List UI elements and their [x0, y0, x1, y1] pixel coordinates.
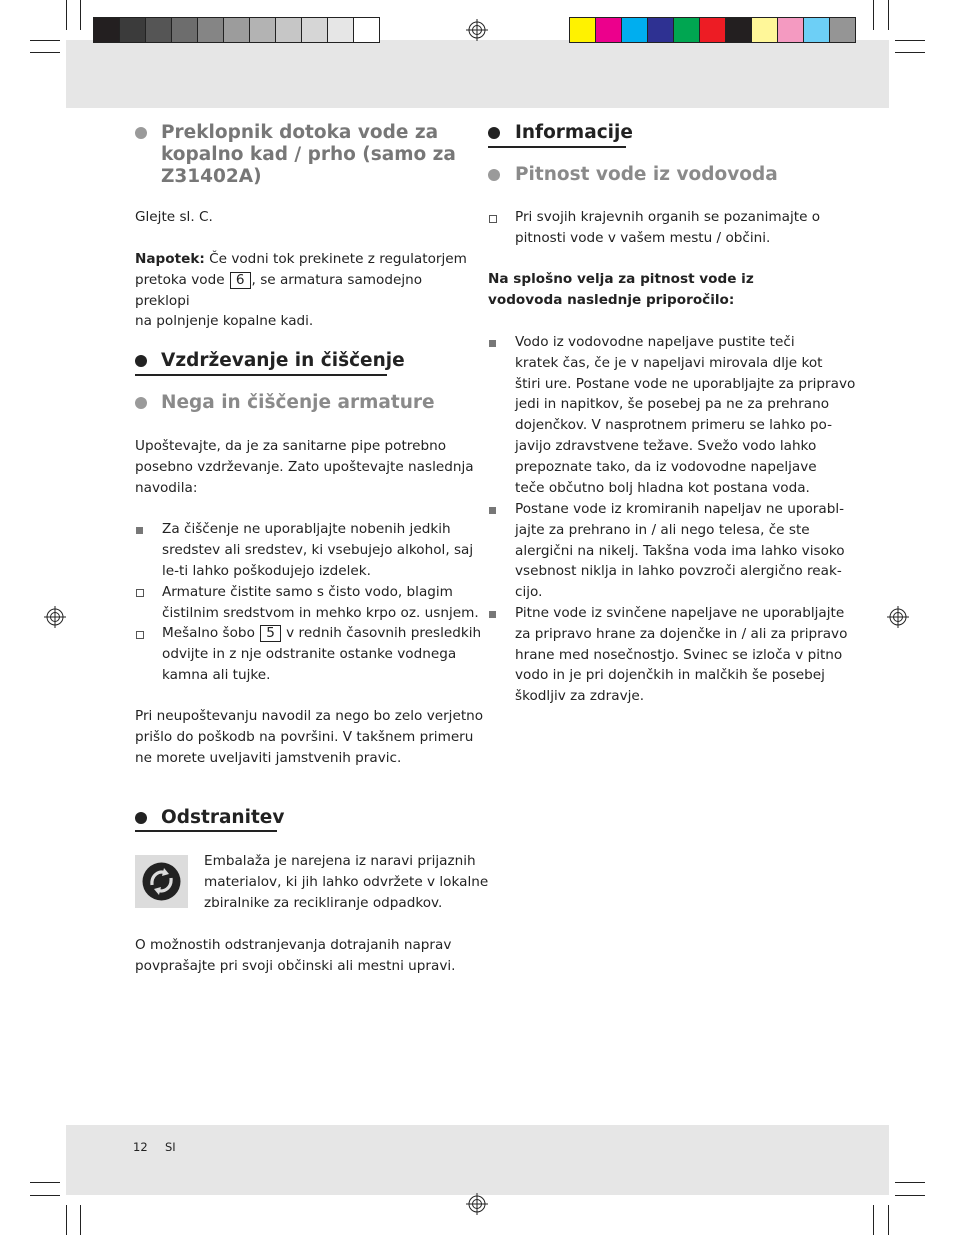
color-swatch: [93, 17, 120, 43]
recommendation-heading: Na splošno velja za pitnost vode iz vodovoda naslednje priporočilo:: [488, 271, 754, 308]
list-item: Vodo iz vodovodne napeljave pustite teči kratek čas, če je v napeljavi mirovala dlje kot štiri ure. Postane vode ne uporabljajte za pripravo jedi in napitkov, še posebej pa ne za prehrano dojenčkov. V nasprotnem primeru se lahko po- javijo zdravstvene težave. Svežo vodo lahko prepoznate tako, da iz vodovodne napeljave teče občutno bolj hladna kot postana voda.: [515, 334, 856, 496]
color-swatch: [120, 17, 146, 43]
part-number-box: 6: [230, 272, 251, 289]
color-swatch: [622, 17, 648, 43]
header-band: [66, 40, 889, 108]
registration-mark-icon: [44, 606, 66, 628]
list-item: Pri svojih krajevnih organih se pozanimajte o pitnosti vode v vašem mestu / občini.: [515, 209, 821, 246]
subsection-title-care: Nega in čiščenje armature: [161, 392, 435, 413]
color-swatch: [674, 17, 700, 43]
title-underline: [135, 374, 387, 376]
subsection-bullet-icon: [135, 397, 147, 409]
color-swatch: [596, 17, 622, 43]
registration-mark-icon: [466, 19, 488, 41]
registration-mark-icon: [887, 606, 909, 628]
color-swatch: [726, 17, 752, 43]
packaging-text: Embalaža je narejena iz naravi prijaznih materialov, ki jih lahko odvržete v lokalne zbiralnike za recikliranje odpadkov.: [204, 853, 489, 911]
color-swatch: [302, 17, 328, 43]
note-paragraph: Napotek: Če vodni tok prekinete z regulatorjem pretoka vode 6 , se armatura samodejno preklopi na polnjenje kopalne kadi.: [135, 251, 467, 330]
title-underline: [135, 830, 277, 832]
color-swatch: [778, 17, 804, 43]
title-underline: [488, 146, 626, 148]
part-number-box: 5: [260, 625, 281, 642]
color-swatch: [569, 17, 596, 43]
list-item: Postane vode iz kromiranih napeljav ne uporabl- jajte za prehrano in / ali nego telesa, če ste alergični na nikelj. Takšna voda ima lahko visoko vsebnost niklja in lahko povzroči alergično reak- cijo.: [515, 501, 845, 601]
color-swatch: [648, 17, 674, 43]
section-bullet-icon: [135, 812, 147, 824]
section-title-information: Informacije: [515, 122, 633, 143]
list-item: Za čiščenje ne uporabljajte nobenih jedkih sredstev ali sredstev, ki vsebujejo alkohol, saj le-ti lahko poškodujejo izdelek.: [162, 521, 474, 579]
color-swatch: [224, 17, 250, 43]
subsection-title-water: Pitnost vode iz vodovoda: [515, 164, 778, 185]
grayscale-color-bar: [93, 17, 380, 43]
list-item: Armature čistite samo s čisto vodo, blagim čistilnim sredstvom in mehko krpo oz. usnjem.: [162, 584, 479, 621]
footer-band: [66, 1125, 889, 1195]
language-code: SI: [164, 1140, 176, 1154]
disposal-text: O možnostih odstranjevanja dotrajanih naprav povprašajte pri svoji občinski ali mestni upravi.: [135, 937, 456, 974]
color-swatch: [354, 17, 380, 43]
list-item: Mešalno šobo 5 v rednih časovnih presledkih odvijte in z nje odstranite ostanke vodnega kamna ali tujke.: [162, 625, 482, 683]
section-title-maintenance: Vzdrževanje in čiščenje: [161, 350, 405, 371]
color-swatch: [804, 17, 830, 43]
section-bullet-icon: [488, 127, 500, 139]
section-bullet-icon: [135, 355, 147, 367]
green-dot-recycling-icon: [135, 855, 188, 908]
list-bullet-icon: [489, 340, 496, 347]
color-swatch: [172, 17, 198, 43]
color-swatch: [146, 17, 172, 43]
color-swatch: [328, 17, 354, 43]
warranty-warning: Pri neupoštevanju navodil za nego bo zelo verjetno prišlo do poškodb na površini. V takšnem primeru ne morete uveljaviti jamstvenih pravic.: [135, 708, 484, 766]
list-bullet-icon: [136, 631, 144, 639]
section-title-disposal: Odstranitev: [161, 807, 285, 828]
color-swatch: [276, 17, 302, 43]
color-swatch: [830, 17, 856, 43]
list-bullet-icon: [136, 527, 143, 534]
list-bullet-icon: [489, 611, 496, 618]
list-bullet-icon: [136, 589, 144, 597]
color-swatch: [250, 17, 276, 43]
page-number: 12: [133, 1140, 148, 1154]
see-figure-text: Glejte sl. C.: [135, 209, 213, 225]
color-swatch: [198, 17, 224, 43]
registration-mark-icon: [466, 1193, 488, 1215]
list-bullet-icon: [489, 507, 496, 514]
maintenance-intro: Upoštevajte, da je za sanitarne pipe potrebno posebno vzdrževanje. Zato upoštevajte naslednja navodila:: [135, 438, 474, 496]
section-title-water-switch: Preklopnik dotoka vode za kopalno kad / prho (samo za Z31402A): [161, 122, 456, 187]
process-color-bar: [569, 17, 856, 43]
subsection-bullet-icon: [488, 169, 500, 181]
list-bullet-icon: [489, 215, 497, 223]
page-footer: [133, 1140, 176, 1154]
color-swatch: [752, 17, 778, 43]
color-swatch: [700, 17, 726, 43]
list-item: Pitne vode iz svinčene napeljave ne uporabljajte za pripravo hrane za dojenčke in / ali za pripravo hrane med nosečnostjo. Svinec se izloča v pitno vodo in je pri dojenčkih in malčkih še posebej škodljiv za zdravje.: [515, 605, 848, 705]
section-bullet-icon: [135, 127, 147, 139]
